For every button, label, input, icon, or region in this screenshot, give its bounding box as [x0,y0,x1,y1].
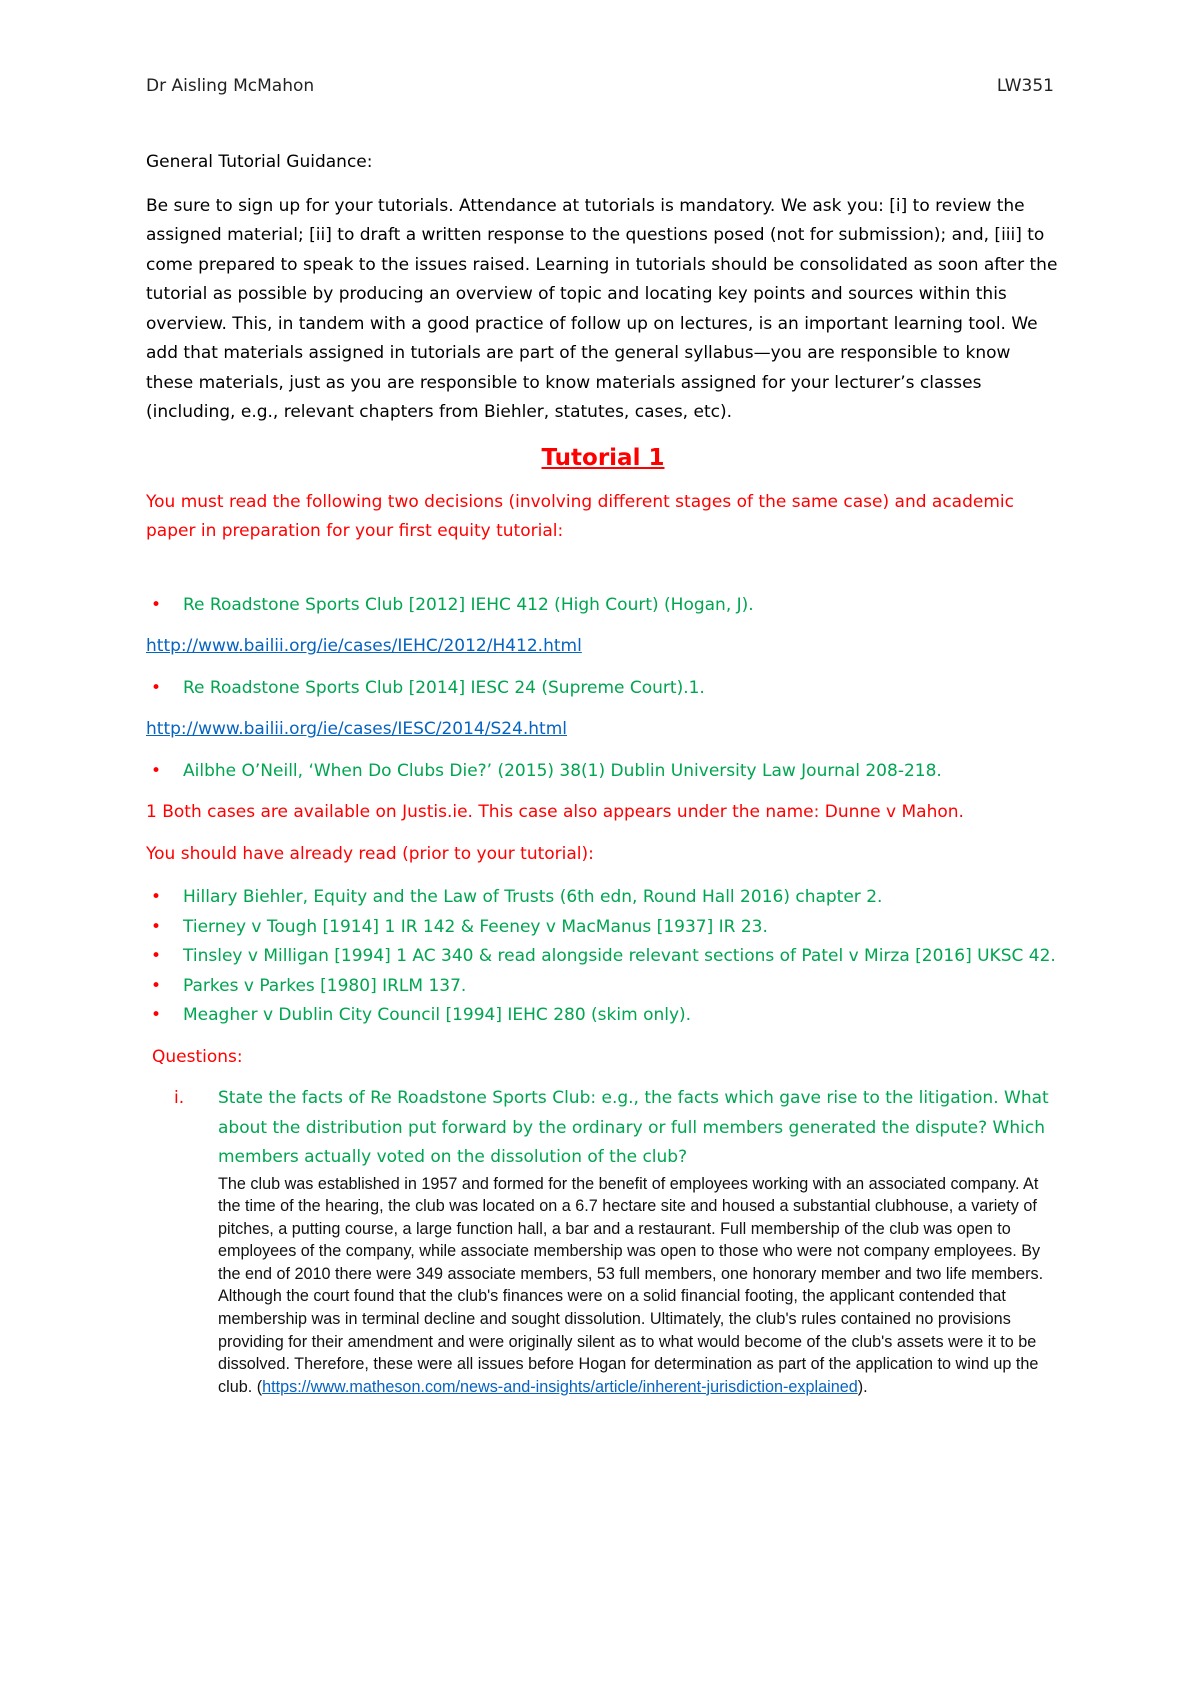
bailii-link-2012[interactable]: http://www.bailii.org/ie/cases/IEHC/2012/H412.html [146,636,582,656]
bullet-icon: • [151,916,162,937]
list-item [146,972,1060,1002]
list-item [146,883,1060,913]
reading-list-2 [146,674,1060,704]
bullet-icon: • [151,760,162,781]
matheson-link[interactable]: https://www.matheson.com/news-and-insights/article/inherent-jurisdiction-explained [262,1377,858,1396]
list-item-text: Tierney v Tough [1914] 1 IR 142 & Feeney v MacManus [1937] IR 23. [183,916,768,937]
guidance-heading: General Tutorial Guidance: [146,152,373,172]
reading-item [146,591,1060,621]
answer-end: ). [857,1377,868,1396]
answer-body: The club was established in 1957 and formed for the benefit of employees working with an associated company. At the time of the hearing, the club was located on a 6.7 hectare site and housed a substantial clubhouse, a variety of pitches, a putting course, a large function hall, a bar and a restaurant. Full membership of the club was open to employees of the company, while associate membership was open to those who were not company employees. By the end of 2010 there were 349 associate members, 53 full members, one honorary member and two life members. Although the court found that the club's finances were on a solid financial footing, the applicant contended that membership was in terminal decline and sought dissolution. Ultimately, the club's rules contained no provisions providing for their amendment and were originally silent as to what would become of the club's assets were it to be dissolved. Therefore, these were all issues before Hogan for determination as part of the application to wind up the club. ( [218,1174,1044,1396]
bullet-icon: • [151,677,162,698]
list-item [146,942,1060,972]
bullet-icon: • [151,1005,162,1025]
prior-reading-heading: You should have already read (prior to your tutorial): [146,843,594,864]
guidance-body: Be sure to sign up for your tutorials. Attendance at tutorials is mandatory. We ask you: [i] to review the assigned material; [ii] to draft a written response to the questions posed (not for submission); and, [iii] to come prepared to speak to the issues raised. Learning in tutorials should be consolidated as soon after the tutorial as possible by producing an overview of topic and locating key points and sources within this overview. This, in tandem with a good practice of follow up on lectures, is an important learning tool. We add that materials assigned in tutorials are part of the general syllabus—you are responsible to know these materials, just as you are responsible to know materials assigned for your lecturer’s classes (including, e.g., relevant chapters from Biehler, statutes, cases, etc). [146,195,1058,422]
bullet-icon: • [151,946,162,966]
list-item-text: Meagher v Dublin City Council [1994] IEHC 280 (skim only). [183,1005,692,1025]
reading-item-text: Ailbhe O’Neill, ‘When Do Clubs Die?’ (2015) 38(1) Dublin University Law Journal 208-218. [183,760,942,781]
reading-item [146,757,1060,787]
reading-item-text: Re Roadstone Sports Club [2014] IESC 24 (Supreme Court).1. [183,677,705,698]
document-body [146,148,1060,1398]
list-item-text: Hillary Biehler, Equity and the Law of Trusts (6th edn, Round Hall 2016) chapter 2. [183,887,883,907]
bullet-icon: • [151,975,162,996]
tutorial-intro: You must read the following two decisions (involving different stages of the same case) and academic paper in preparation for your first equity tutorial: [146,491,1014,541]
list-item [146,1001,1060,1031]
prior-reading-list [146,883,1060,1031]
list-item-text: Parkes v Parkes [1980] IRLM 137. [183,975,467,996]
list-item-text: Tinsley v Milligan [1994] 1 AC 340 & read alongside relevant sections of Patel v Mirza [2016] UKSC 42. [183,946,1056,966]
footnote: 1 Both cases are available on Justis.ie. This case also appears under the name: Dunne v Mahon. [146,802,964,822]
reading-list-1 [146,591,1060,621]
tutorial-title: Tutorial 1 [541,444,665,471]
reading-item [146,674,1060,704]
questions-heading: Questions: [152,1046,243,1067]
header-course-code: LW351 [996,76,1054,96]
answer-text [218,1173,1060,1399]
bullet-icon: • [151,594,162,615]
list-item [146,913,1060,943]
bailii-link-2014[interactable]: http://www.bailii.org/ie/cases/IESC/2014/S24.html [146,719,568,739]
question-text: State the facts of Re Roadstone Sports Club: e.g., the facts which gave rise to the litigation. What about the distribution put forward by the ordinary or full members generated the dispute? Which members actually voted on the dissolution of the club? [218,1088,1049,1167]
header-author: Dr Aisling McMahon [146,76,315,96]
question-item [146,1084,1060,1398]
reading-item-text: Re Roadstone Sports Club [2012] IEHC 412 (High Court) (Hogan, J). [183,594,754,615]
question-number: i. [174,1088,185,1108]
bullet-icon: • [151,887,162,907]
reading-list-3 [146,757,1060,787]
